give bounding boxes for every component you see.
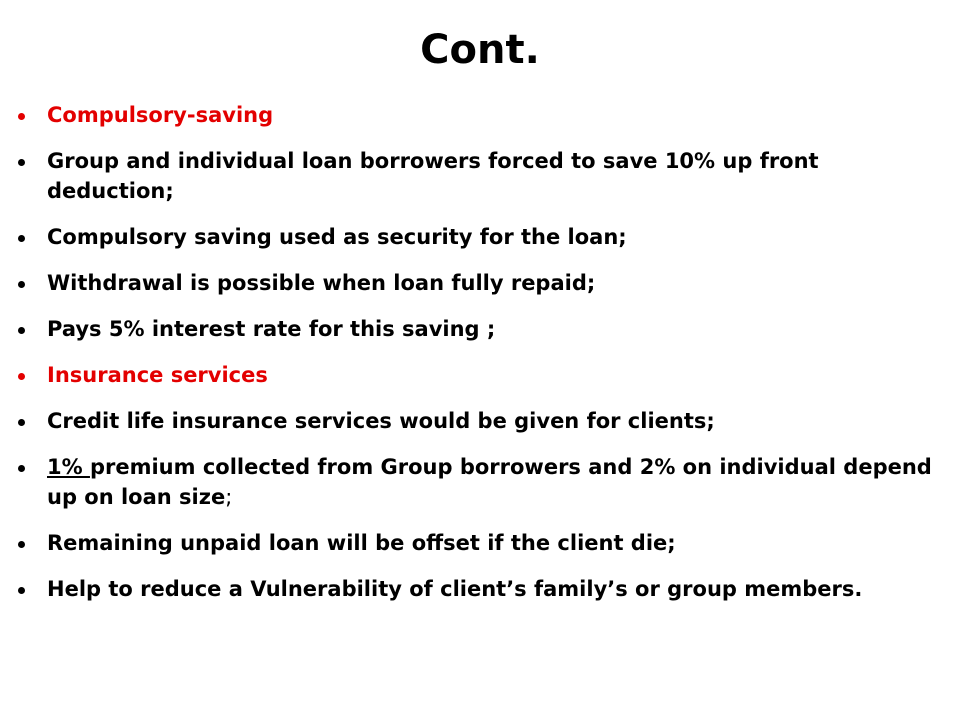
bullet-item bbox=[18, 314, 950, 344]
bullet-marker bbox=[18, 327, 25, 334]
bullet-text-trailing: ; bbox=[225, 485, 233, 509]
bullet-list bbox=[18, 100, 950, 620]
bullet-marker bbox=[18, 419, 25, 426]
bullet-marker bbox=[18, 113, 25, 120]
bullet-text: Insurance services bbox=[47, 363, 268, 387]
bullet-marker bbox=[18, 465, 25, 472]
bullet-marker bbox=[18, 587, 25, 594]
bullet-item-heading bbox=[18, 100, 950, 130]
bullet-text: Help to reduce a Vulnerability of client’s family’s or group members. bbox=[47, 577, 863, 601]
bullet-text: Compulsory saving used as security for the loan; bbox=[47, 225, 627, 249]
bullet-item-heading bbox=[18, 360, 950, 390]
bullet-marker bbox=[18, 541, 25, 548]
bullet-item bbox=[18, 146, 950, 206]
bullet-text: premium collected from Group borrowers and 2% on individual depend up on loan size bbox=[47, 455, 932, 509]
bullet-text: Remaining unpaid loan will be offset if the client die; bbox=[47, 531, 676, 555]
bullet-item bbox=[18, 406, 950, 436]
bullet-item bbox=[18, 528, 950, 558]
bullet-item bbox=[18, 268, 950, 298]
slide-title: Cont. bbox=[420, 27, 540, 73]
bullet-text: Credit life insurance services would be given for clients; bbox=[47, 409, 715, 433]
bullet-text: Withdrawal is possible when loan fully repaid; bbox=[47, 271, 596, 295]
bullet-marker bbox=[18, 235, 25, 242]
bullet-text-underlined: 1% bbox=[47, 455, 90, 479]
bullet-marker bbox=[18, 373, 25, 380]
bullet-item bbox=[18, 452, 950, 512]
bullet-text: Pays 5% interest rate for this saving ; bbox=[47, 317, 496, 341]
bullet-text: Compulsory-saving bbox=[47, 103, 274, 127]
bullet-text: Group and individual loan borrowers forced to save 10% up front deduction; bbox=[47, 149, 819, 203]
bullet-item bbox=[18, 574, 950, 604]
bullet-item bbox=[18, 222, 950, 252]
bullet-marker bbox=[18, 159, 25, 166]
bullet-marker bbox=[18, 281, 25, 288]
